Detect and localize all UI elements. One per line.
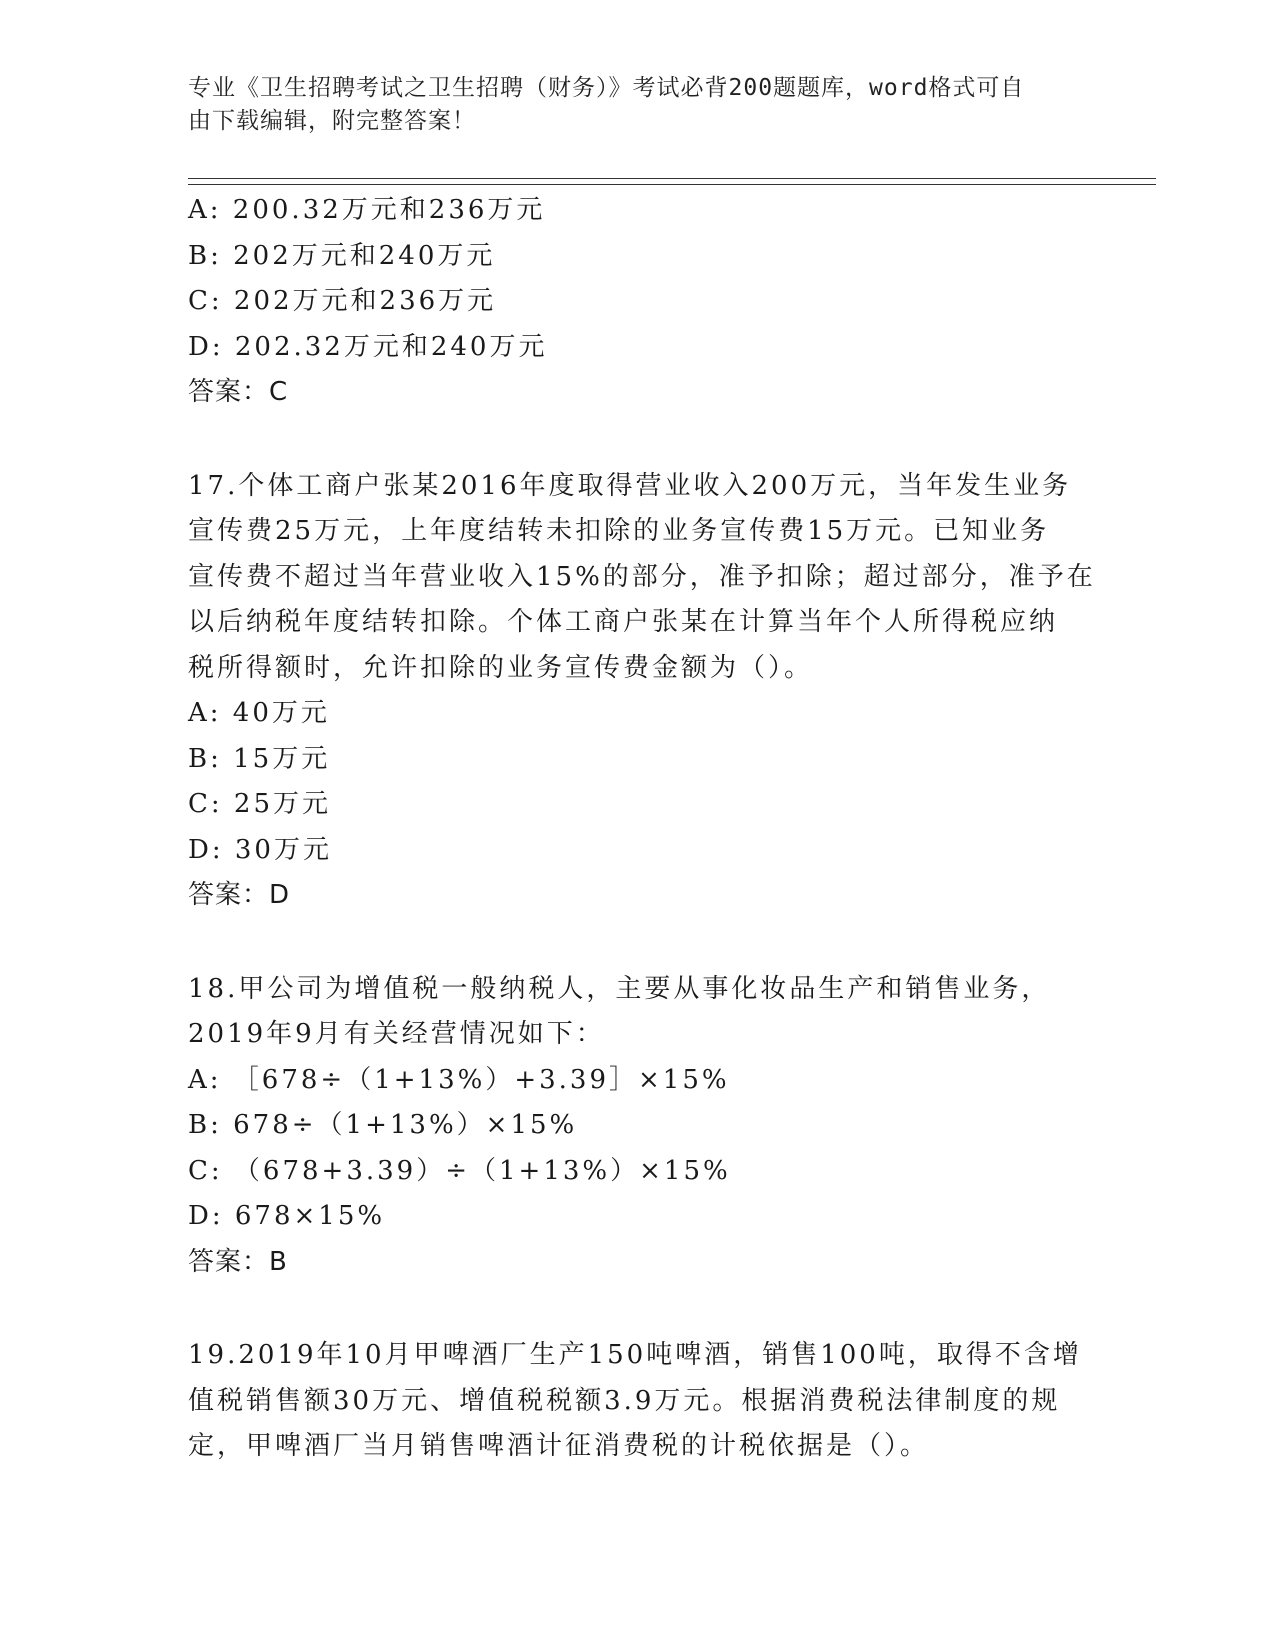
option-d: D: 30万元 <box>188 834 332 865</box>
question-stem-line: 宣传费25万元，上年度结转未扣除的业务宣传费15万元。已知业务 <box>188 516 1050 546</box>
question-stem-line: 值税销售额30万元、增值税税额3.9万元。根据消费税法律制度的规 <box>188 1385 1061 1416</box>
option-c: C: 202万元和236万元 <box>188 286 497 316</box>
answer-line: 答案：B <box>188 1246 288 1277</box>
question-19 <box>188 1333 1088 1470</box>
question-17 <box>188 464 1096 919</box>
option-b: B: 15万元 <box>188 743 331 774</box>
header-line-2: 由下载编辑，附完整答案！ <box>188 108 476 134</box>
question-stem-line: 宣传费不超过当年营业收入15%的部分，准予扣除；超过部分，准予在 <box>188 561 1096 592</box>
option-a: A: 200.32万元和236万元 <box>188 195 546 225</box>
header-line-1: 专业《卫生招聘考试之卫生招聘（财务）》考试必背200题题库，word格式可自 <box>188 75 1025 101</box>
answer-line: 答案：D <box>188 880 291 910</box>
question-list <box>188 188 1096 1470</box>
question-stem-line: 17.个体工商户张某2016年度取得营业收入200万元，当年发生业务 <box>188 470 1072 501</box>
question-stem-line: 2019年9月有关经营情况如下： <box>188 1019 605 1049</box>
option-a: A: ［678÷（1+13%）+3.39］×15% <box>188 1064 730 1095</box>
question-16 <box>188 188 1088 416</box>
option-c: C: （678+3.39）÷（1+13%）×15% <box>188 1155 731 1186</box>
question-stem-line: 定，甲啤酒厂当月销售啤酒计征消费税的计税依据是（）。 <box>188 1431 930 1461</box>
document-header <box>188 72 1088 138</box>
question-18 <box>188 967 1088 1286</box>
header-divider <box>188 178 1156 185</box>
option-b: B: 202万元和240万元 <box>188 240 496 271</box>
option-c: C: 25万元 <box>188 789 332 819</box>
question-stem-line: 19.2019年10月甲啤酒厂生产150吨啤酒，销售100吨，取得不含增 <box>188 1340 1082 1370</box>
question-stem-line: 税所得额时，允许扣除的业务宣传费金额为（）。 <box>188 652 814 683</box>
answer-line: 答案：C <box>188 377 289 407</box>
option-b: B: 678÷（1+13%）×15% <box>188 1110 578 1140</box>
question-stem-line: 18.甲公司为增值税一般纳税人，主要从事化妆品生产和销售业务， <box>188 973 1051 1004</box>
option-d: D: 678×15% <box>188 1201 386 1231</box>
question-stem-line: 以后纳税年度结转扣除。个体工商户张某在计算当年个人所得税应纳 <box>188 607 1059 637</box>
option-d: D: 202.32万元和240万元 <box>188 331 548 362</box>
option-a: A: 40万元 <box>188 698 330 728</box>
